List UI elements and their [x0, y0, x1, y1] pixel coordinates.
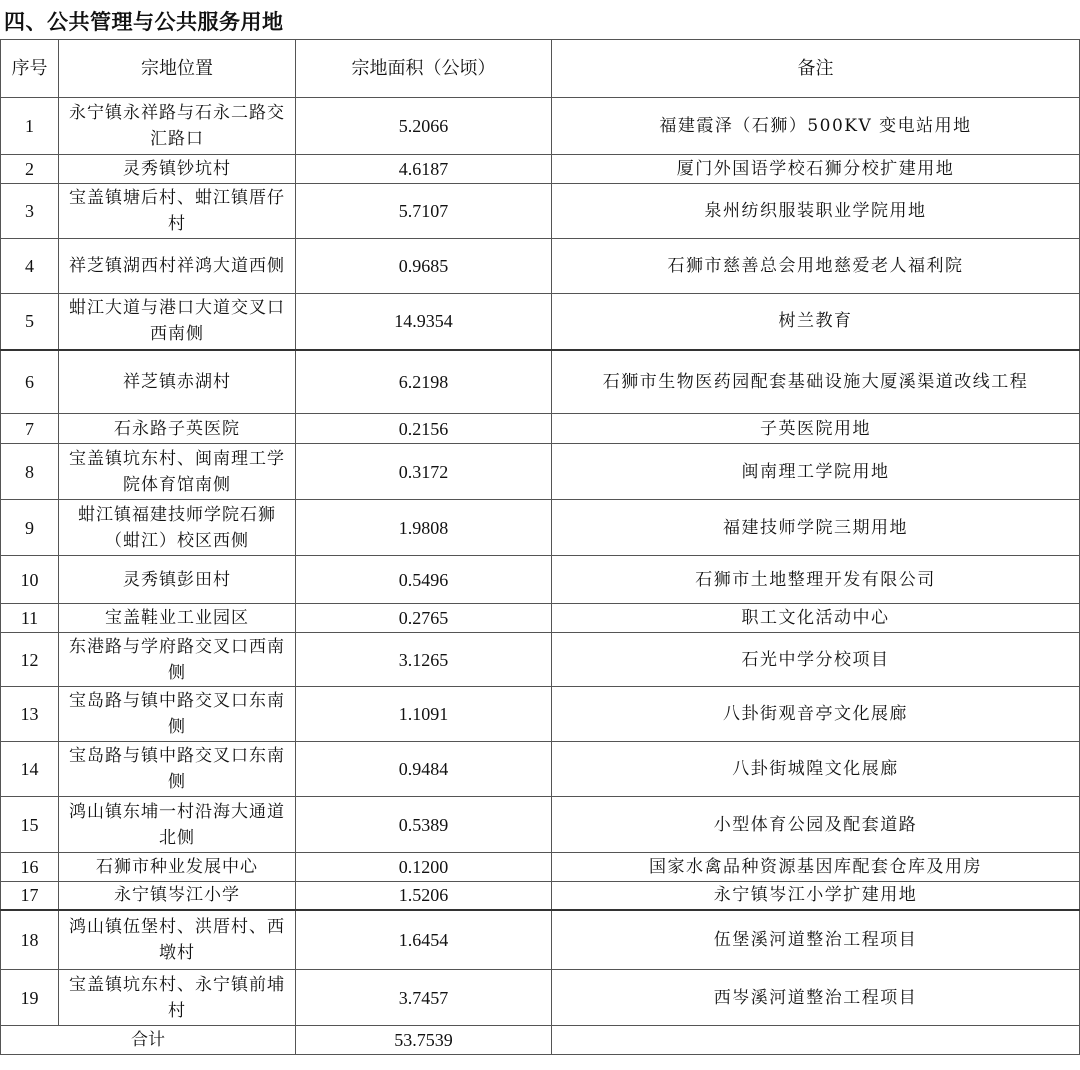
cell-no: 4	[1, 239, 59, 294]
cell-no: 13	[1, 687, 59, 742]
table-row	[1, 970, 1080, 1026]
cell-note: 八卦街观音亭文化展廊	[552, 687, 1080, 742]
cell-location: 宝盖镇坑东村、闽南理工学院体育馆南侧	[59, 444, 296, 500]
table-row	[1, 604, 1080, 633]
cell-location: 宝盖鞋业工业园区	[59, 604, 296, 633]
table-row	[1, 350, 1080, 414]
cell-area: 4.6187	[296, 155, 552, 184]
cell-no: 7	[1, 414, 59, 444]
cell-location: 鸿山镇东埔一村沿海大通道北侧	[59, 797, 296, 853]
cell-note: 永宁镇岑江小学扩建用地	[552, 882, 1080, 910]
cell-location: 蚶江大道与港口大道交叉口西南侧	[59, 294, 296, 350]
cell-area: 1.1091	[296, 687, 552, 742]
cell-note: 石狮市慈善总会用地慈爱老人福利院	[552, 239, 1080, 294]
cell-note: 树兰教育	[552, 294, 1080, 350]
cell-note: 福建霞泽（石狮）500KV 变电站用地	[552, 98, 1080, 155]
header-area: 宗地面积（公顷）	[296, 40, 552, 98]
total-row	[1, 1026, 1080, 1055]
cell-no: 19	[1, 970, 59, 1026]
cell-area: 1.9808	[296, 500, 552, 556]
cell-location: 石永路子英医院	[59, 414, 296, 444]
cell-area: 6.2198	[296, 350, 552, 414]
total-area: 53.7539	[296, 1026, 552, 1055]
cell-location: 鸿山镇伍堡村、洪厝村、西墩村	[59, 910, 296, 970]
cell-area: 1.5206	[296, 882, 552, 910]
cell-note: 国家水禽品种资源基因库配套仓库及用房	[552, 853, 1080, 882]
table-row	[1, 444, 1080, 500]
cell-note: 小型体育公园及配套道路	[552, 797, 1080, 853]
cell-no: 11	[1, 604, 59, 633]
table-row	[1, 500, 1080, 556]
cell-location: 宝岛路与镇中路交叉口东南侧	[59, 742, 296, 797]
cell-no: 6	[1, 350, 59, 414]
cell-area: 0.2765	[296, 604, 552, 633]
table-row	[1, 797, 1080, 853]
cell-note: 子英医院用地	[552, 414, 1080, 444]
cell-no: 9	[1, 500, 59, 556]
cell-location: 东港路与学府路交叉口西南侧	[59, 633, 296, 687]
cell-no: 3	[1, 184, 59, 239]
cell-no: 8	[1, 444, 59, 500]
cell-note: 西岑溪河道整治工程项目	[552, 970, 1080, 1026]
cell-location: 宝盖镇坑东村、永宁镇前埔村	[59, 970, 296, 1026]
cell-note: 石狮市生物医药园配套基础设施大厦溪渠道改线工程	[552, 350, 1080, 414]
cell-note: 厦门外国语学校石狮分校扩建用地	[552, 155, 1080, 184]
cell-location: 灵秀镇彭田村	[59, 556, 296, 604]
cell-location: 灵秀镇钞坑村	[59, 155, 296, 184]
table-row	[1, 414, 1080, 444]
total-note	[552, 1026, 1080, 1055]
total-label: 合计	[1, 1026, 296, 1055]
cell-area: 0.9685	[296, 239, 552, 294]
cell-area: 0.9484	[296, 742, 552, 797]
land-use-table	[0, 39, 1080, 1055]
table-row	[1, 882, 1080, 910]
cell-no: 15	[1, 797, 59, 853]
cell-no: 14	[1, 742, 59, 797]
cell-note: 石狮市土地整理开发有限公司	[552, 556, 1080, 604]
cell-location: 石狮市种业发展中心	[59, 853, 296, 882]
cell-no: 5	[1, 294, 59, 350]
cell-note: 伍堡溪河道整治工程项目	[552, 910, 1080, 970]
cell-location: 永宁镇岑江小学	[59, 882, 296, 910]
table-row	[1, 184, 1080, 239]
cell-area: 0.2156	[296, 414, 552, 444]
table-row	[1, 910, 1080, 970]
cell-location: 宝盖镇塘后村、蚶江镇厝仔村	[59, 184, 296, 239]
cell-location: 祥芝镇湖西村祥鸿大道西侧	[59, 239, 296, 294]
cell-note: 八卦街城隍文化展廊	[552, 742, 1080, 797]
cell-no: 1	[1, 98, 59, 155]
cell-location: 永宁镇永祥路与石永二路交汇路口	[59, 98, 296, 155]
cell-area: 14.9354	[296, 294, 552, 350]
cell-note: 闽南理工学院用地	[552, 444, 1080, 500]
cell-location: 宝岛路与镇中路交叉口东南侧	[59, 687, 296, 742]
cell-no: 12	[1, 633, 59, 687]
cell-area: 1.6454	[296, 910, 552, 970]
cell-no: 16	[1, 853, 59, 882]
cell-note: 泉州纺织服装职业学院用地	[552, 184, 1080, 239]
table-row	[1, 687, 1080, 742]
cell-area: 5.2066	[296, 98, 552, 155]
cell-no: 10	[1, 556, 59, 604]
header-note: 备注	[552, 40, 1080, 98]
cell-location: 祥芝镇赤湖村	[59, 350, 296, 414]
cell-area: 5.7107	[296, 184, 552, 239]
table-row	[1, 853, 1080, 882]
cell-no: 18	[1, 910, 59, 970]
cell-note: 职工文化活动中心	[552, 604, 1080, 633]
cell-note: 石光中学分校项目	[552, 633, 1080, 687]
header-location: 宗地位置	[59, 40, 296, 98]
section-heading: 四、公共管理与公共服务用地	[4, 10, 284, 34]
table-row	[1, 633, 1080, 687]
cell-area: 0.5389	[296, 797, 552, 853]
cell-area: 0.5496	[296, 556, 552, 604]
table-row	[1, 742, 1080, 797]
header-no: 序号	[1, 40, 59, 98]
cell-area: 3.1265	[296, 633, 552, 687]
table-row	[1, 294, 1080, 350]
cell-location: 蚶江镇福建技师学院石狮（蚶江）校区西侧	[59, 500, 296, 556]
cell-area: 3.7457	[296, 970, 552, 1026]
table-row	[1, 98, 1080, 155]
cell-area: 0.1200	[296, 853, 552, 882]
table-row	[1, 155, 1080, 184]
table-row	[1, 556, 1080, 604]
table-row	[1, 239, 1080, 294]
cell-note: 福建技师学院三期用地	[552, 500, 1080, 556]
cell-no: 2	[1, 155, 59, 184]
cell-area: 0.3172	[296, 444, 552, 500]
cell-no: 17	[1, 882, 59, 910]
